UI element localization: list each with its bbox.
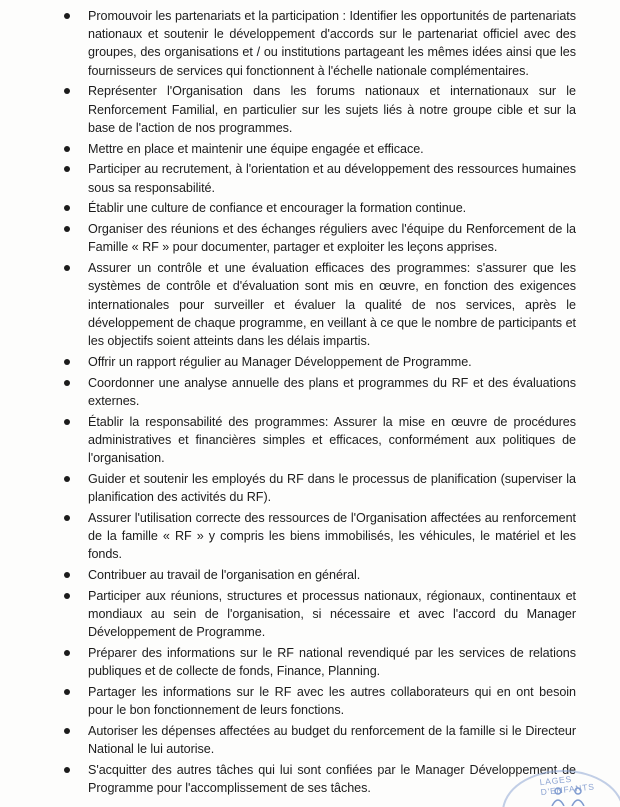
bullet-icon [64,476,70,482]
list-item-text: Assurer un contrôle et une évaluation efficaces des programmes: s'assurer que les systèmes de contrôle et d'évaluation sont mis en œuvre, en fonction des exigences internationales pour surveiller et évaluer la qualité de nos services, après le développement de chaque programme, en veillant à ce que le nombre de participants et les objectifs soient atteints dans les délais impartis. [88,261,576,349]
list-item [60,566,576,584]
responsibilities-list [60,7,576,800]
list-item [60,160,576,196]
list-item-text: Offrir un rapport régulier au Manager Développement de Programme. [88,354,472,369]
bullet-icon [64,205,70,211]
bullet-icon [64,13,70,19]
stamp-text: LAGES D'ENFANTS [539,773,596,798]
list-item [60,587,576,642]
list-item [60,683,576,719]
bullet-icon [64,728,70,734]
list-item-text: Représenter l'Organisation dans les forums nationaux et internationaux sur le Renforcement Familial, en particulier sur les sujets liés à notre groupe cible et sur la base de l'action de nos programmes. [88,84,576,135]
list-item-text: Participer au recrutement, à l'orientation et au développement des ressources humaines sous sa responsabilité. [88,162,576,195]
bullet-icon [64,226,70,232]
bullet-icon [64,572,70,578]
list-item [60,7,576,80]
bullet-icon [64,380,70,386]
list-item [60,722,576,758]
stamp-figures-icon [548,786,592,806]
list-item-text: Organiser des réunions et des échanges réguliers avec l'équipe du Renforcement de la Famille « RF » pour documenter, partager et exploiter les leçons apprises. [88,222,576,255]
list-item-text: Partager les informations sur le RF avec les autres collaborateurs qui en ont besoin pour le bon fonctionnement de leurs fonctions. [88,685,576,718]
list-item-text: Contribuer au travail de l'organisation en général. [88,568,361,583]
list-item-text: Établir une culture de confiance et encourager la formation continue. [88,201,467,216]
list-item-text: Promouvoir les partenariats et la participation : Identifier les opportunités de partenariats nationaux et soutenir le développement d'accords sur le partenariat officiel avec des groupes, des organisations et / ou institutions partageant les mêmes idées ainsi que les fournisseurs de services qui fonctionnent à l'échelle nationale complémentaires. [88,9,576,78]
list-item-text: Guider et soutenir les employés du RF dans le processus de planification (superviser la planification des activités du RF). [88,471,576,505]
bullet-icon [64,88,70,94]
bullet-icon [64,593,70,599]
bullet-icon [64,650,70,656]
list-item [60,761,576,797]
list-item-text: S'acquitter des autres tâches qui lui sont confiées par le Manager Développement de Programme pour l'accomplissement de ses tâches. [88,763,576,796]
list-item-text: Mettre en place et maintenir une équipe engagée et efficace. [88,141,424,156]
list-item [60,220,576,256]
bullet-icon [64,515,70,521]
bullet-icon [64,767,70,773]
bullet-icon [64,265,70,271]
list-item-text: Autoriser les dépenses affectées au budget du renforcement de la famille si le Directeur National le lui autorise. [88,724,576,757]
bullet-icon [64,419,70,425]
list-item [60,353,576,371]
bullet-icon [64,359,70,365]
list-item-text: Assurer l'utilisation correcte des ressources de l'Organisation affectées au renforcement de la famille « RF » y compris les biens immobilisés, les véhicules, le matériel et les fonds. [88,510,576,562]
bullet-icon [64,146,70,152]
list-item-text: Coordonner une analyse annuelle des plans et programmes du RF et des évaluations externes. [88,375,576,408]
list-item [60,644,576,680]
list-item [60,199,576,217]
list-item [60,140,576,158]
list-item [60,82,576,137]
list-item-text: Établir la responsabilité des programmes: Assurer la mise en œuvre de procédures administratives et financières simples et efficaces, conformément aux politiques de l'organisation. [88,414,576,466]
list-item [60,509,576,564]
list-item-text: Participer aux réunions, structures et processus nationaux, régionaux, continentaux et mondiaux au sein de l'organisation, si nécessaire et avec l'accord du Manager Développement de Programme. [88,588,576,640]
list-item [60,259,576,350]
list-item-text: Préparer des informations sur le RF national revendiqué par les services de relations publiques et de collecte de fonds, Finance, Planning. [88,646,576,679]
list-item [60,413,576,468]
bullet-icon [64,166,70,172]
list-item [60,470,576,506]
bullet-icon [64,689,70,695]
list-item [60,374,576,410]
